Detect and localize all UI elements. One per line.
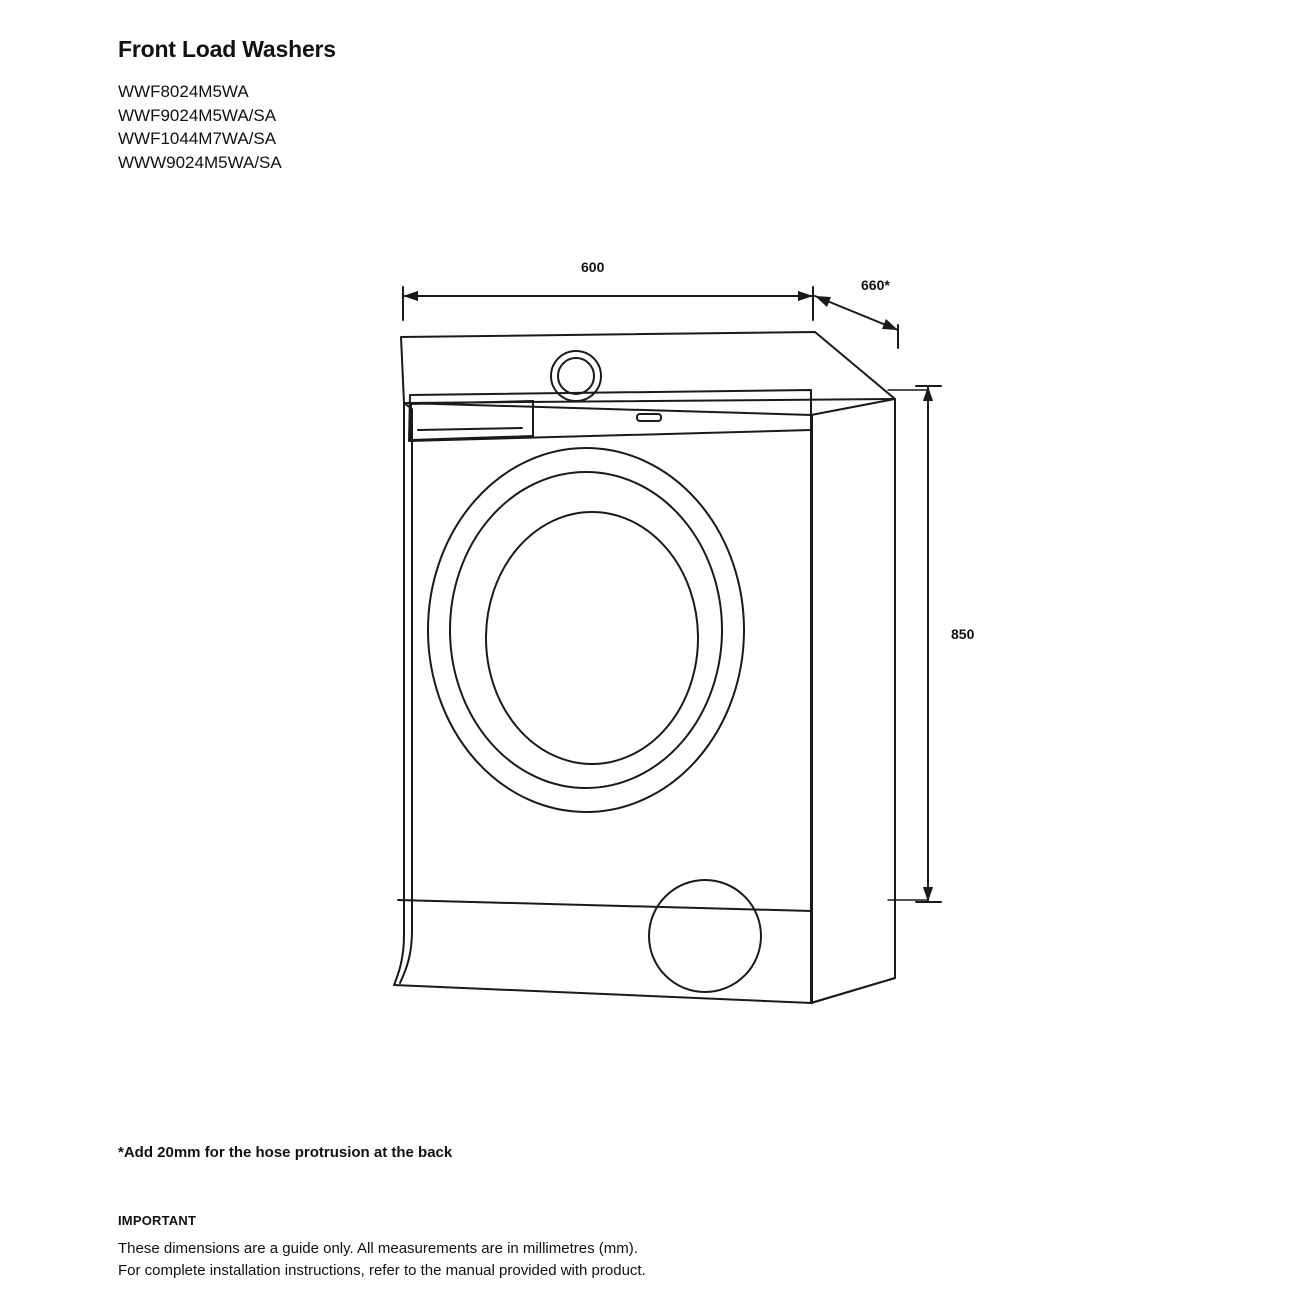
model-number: WWF8024M5WA [118,82,249,101]
dimension-width-label: 600 [581,259,605,275]
width-dimension-line [403,287,813,320]
important-line: For complete installation instructions, refer to the manual provided with product. [118,1262,646,1279]
dimension-height-label: 850 [951,626,975,642]
washer-door [428,448,744,812]
hose-protrusion-footnote: *Add 20mm for the hose protrusion at the back [118,1144,453,1161]
model-number: WWW9024M5WA/SA [118,152,282,172]
important-heading: IMPORTANT [118,1213,197,1228]
control-panel [409,351,811,441]
pump-filter-access [649,880,761,992]
depth-dimension-line [815,296,898,348]
important-body [118,1238,646,1282]
page-title: Front Load Washers [118,36,336,62]
important-line: These dimensions are a guide only. All measurements are in millimetres (mm). [118,1240,638,1257]
dimension-depth-label: 660* [861,277,890,293]
model-number: WWF1044M7WA/SA [118,129,277,148]
extension-lines [403,300,928,900]
height-dimension-line [916,386,941,902]
model-number: WWF9024M5WA/SA [118,105,277,125]
